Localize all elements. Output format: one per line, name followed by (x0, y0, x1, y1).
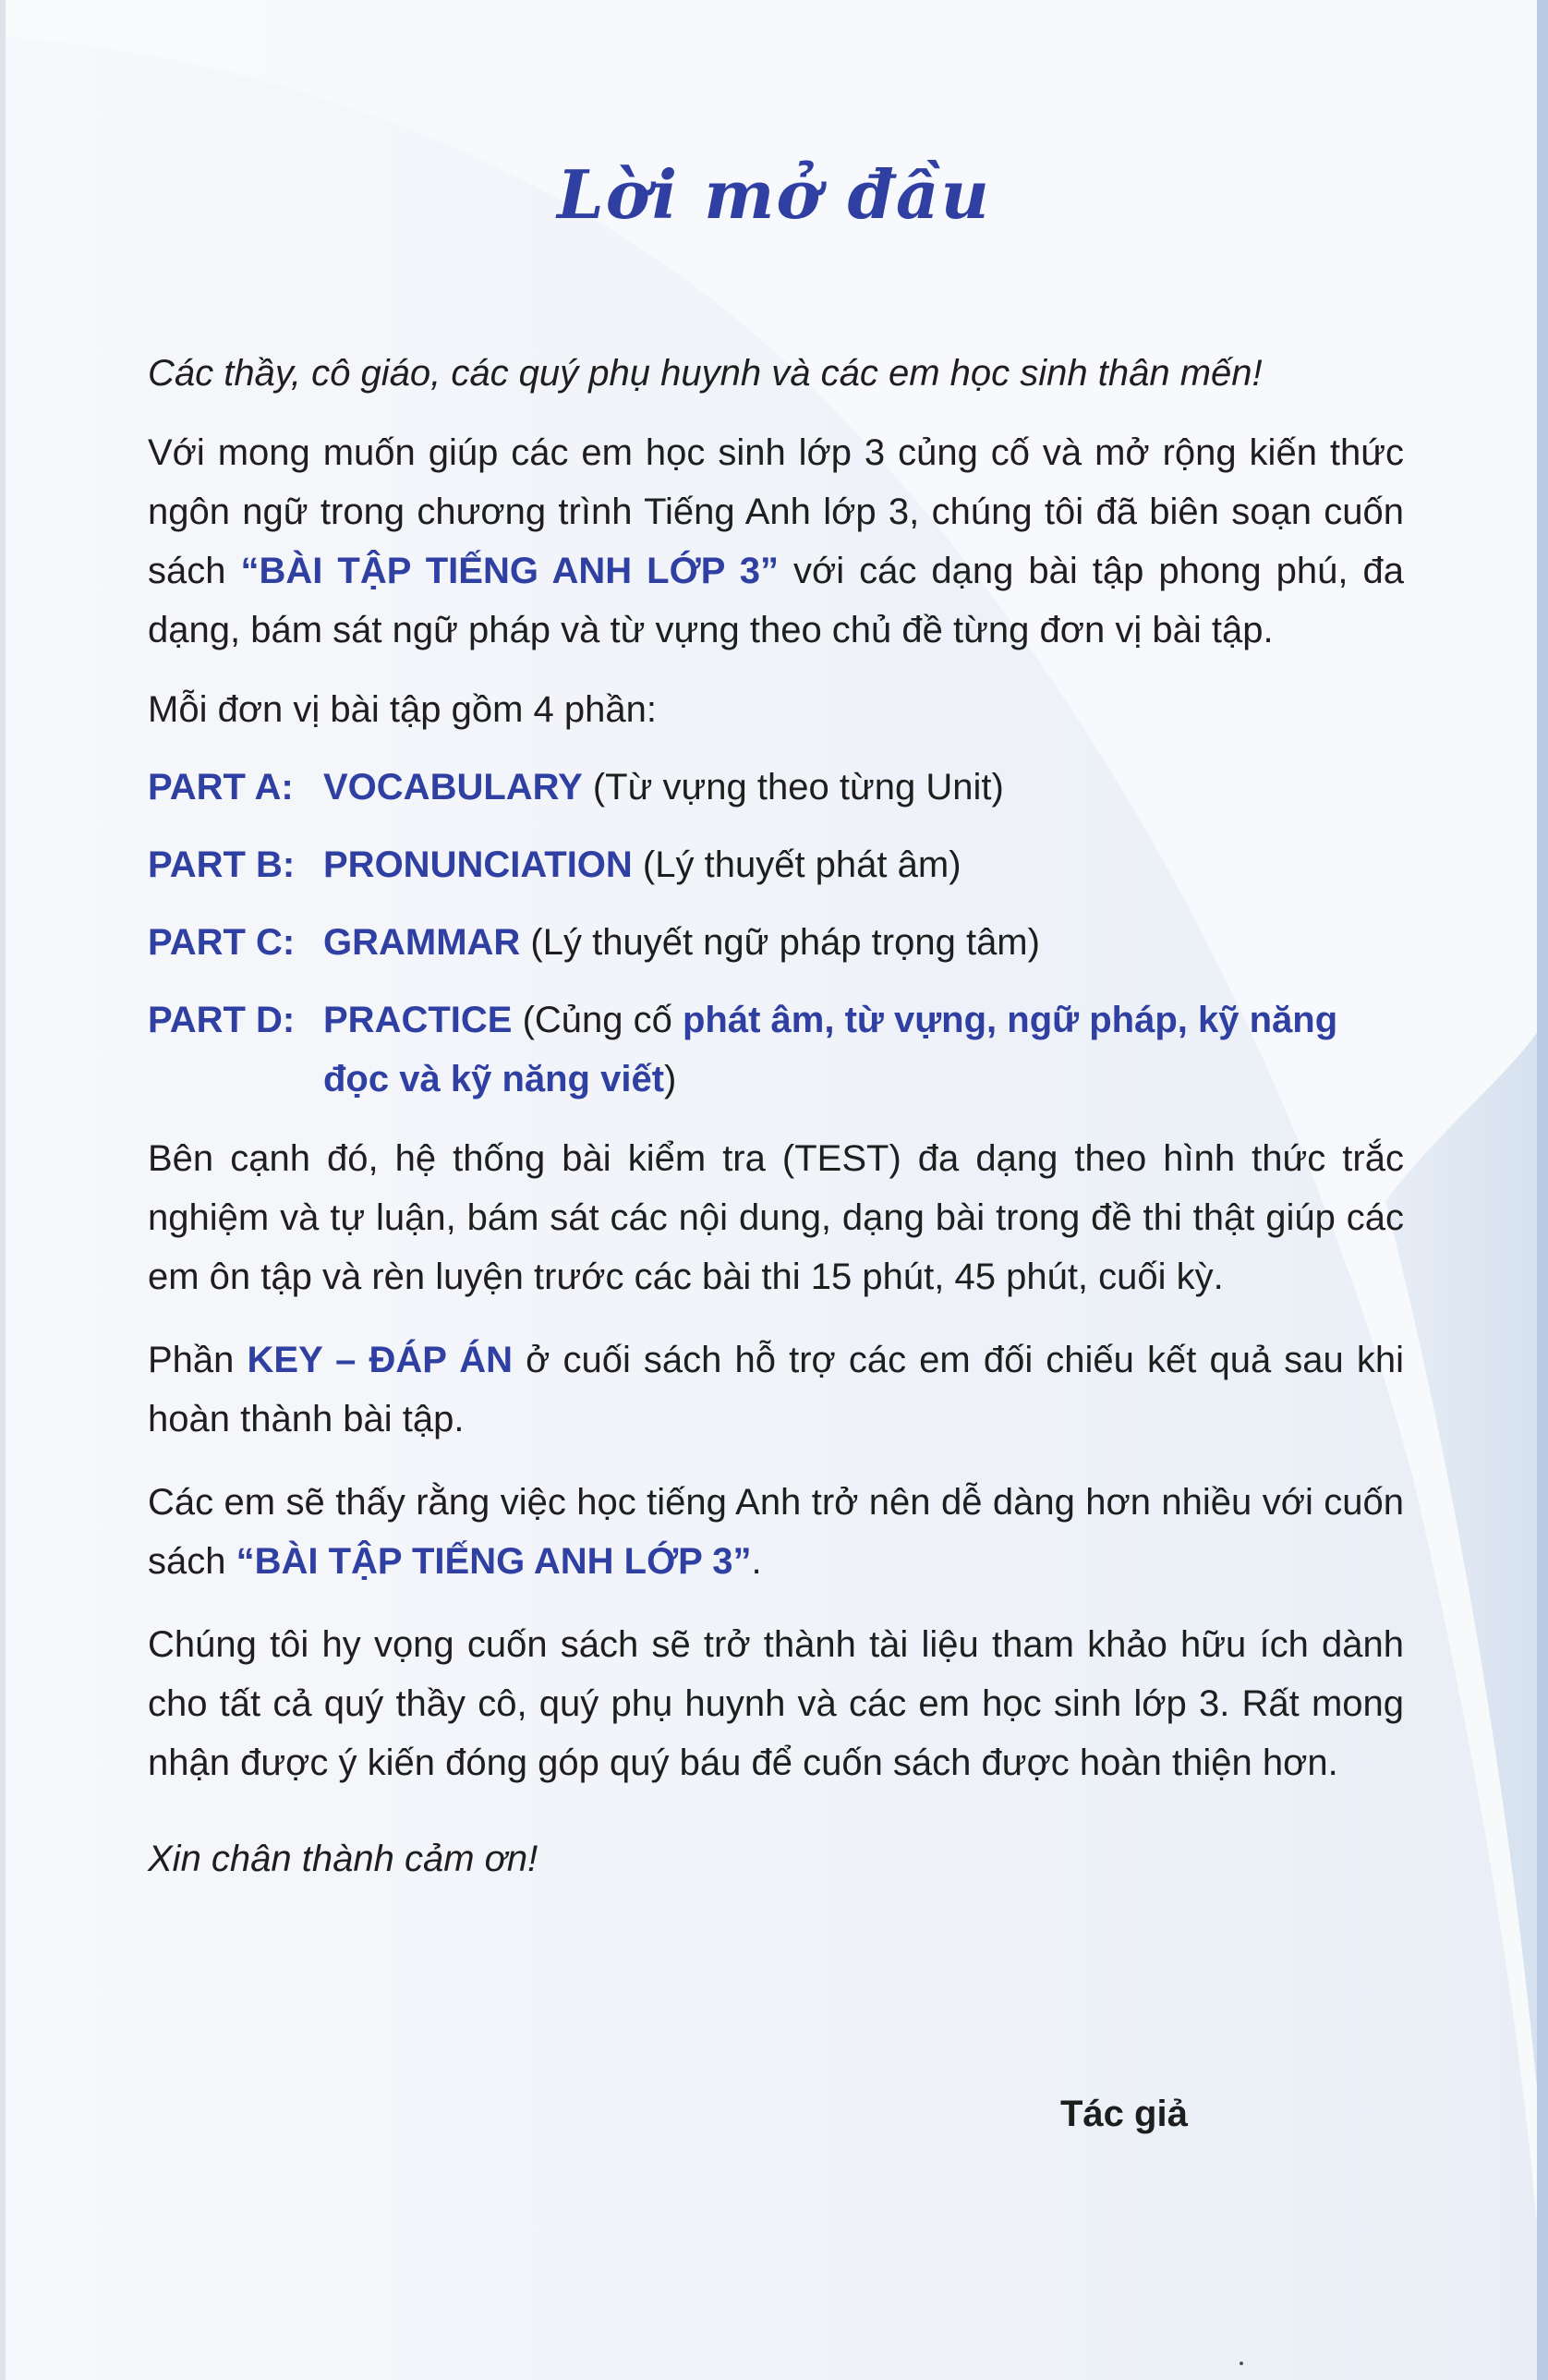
key-text-after: ở cuối sách hỗ trợ các em đối chiếu kết quả sau khi hoàn thành bài tập. (148, 1340, 1404, 1439)
part-d-body (323, 990, 1404, 1109)
part-c-body (323, 913, 1404, 972)
easy-text-after: . (751, 1541, 762, 1582)
part-b-row (148, 835, 1404, 894)
part-d-desc-open: (Củng cố (512, 1000, 683, 1040)
part-c-row (148, 913, 1404, 972)
part-b-name: PRONUNCIATION (323, 844, 633, 885)
easy-text-before: Các em sẽ thấy rằng việc học tiếng Anh trở nên dễ dàng hơn nhiều với cuốn sách (148, 1482, 1404, 1582)
key-answer-label: KEY – ĐÁP ÁN (247, 1340, 514, 1380)
part-d-desc-bold: phát âm, từ vựng, ngữ pháp, kỹ năng đọc và kỹ năng viết (323, 1000, 1338, 1099)
part-a-row (148, 758, 1404, 817)
test-paragraph: Bên cạnh đó, hệ thống bài kiểm tra (TEST) đa dạng theo hình thức trắc nghiệm và tự luận, bám sát các nội dung, dạng bài trong đề thi thật giúp các em ôn tập và rèn luyện trước các bài thi 15 phút, 45 phút, cuối kỳ. (148, 1138, 1404, 1297)
easy-paragraph (148, 1473, 1404, 1591)
key-paragraph (148, 1330, 1404, 1449)
part-b-desc: (Lý thuyết phát âm) (632, 844, 961, 885)
page-title: Lời mở đầu (557, 155, 991, 234)
easy-book-title: “BÀI TẬP TIẾNG ANH LỚP 3” (236, 1541, 752, 1582)
part-d-row (148, 990, 1404, 1109)
part-a-body (323, 758, 1404, 817)
part-a-label: PART A: (148, 767, 294, 808)
part-d-name: PRACTICE (323, 1000, 513, 1040)
preface-content (148, 344, 1404, 1888)
book-title: “BÀI TẬP TIẾNG ANH LỚP 3” (240, 551, 779, 591)
hope-paragraph: Chúng tôi hy vọng cuốn sách sẽ trở thành tài liệu tham khảo hữu ích dành cho tất cả quý thầy cô, quý phụ huynh và các em học sinh lớp 3. Rất mong nhận được ý kiến đóng góp quý báu để cuốn sách được hoàn thiện hơn. (148, 1624, 1404, 1783)
intro-text-after: với các dạng bài tập phong phú, đa dạng, bám sát ngữ pháp và từ vựng theo chủ đề từng đơn vị bài tập. (148, 551, 1404, 650)
part-c-name: GRAMMAR (323, 922, 521, 963)
part-d-label: PART D: (148, 1000, 296, 1040)
part-b-label: PART B: (148, 844, 296, 885)
parts-intro: Mỗi đơn vị bài tập gồm 4 phần: (148, 689, 657, 730)
part-c-desc: (Lý thuyết ngữ pháp trọng tâm) (520, 922, 1040, 963)
part-b-body (323, 835, 1404, 894)
part-d-desc-close: ) (664, 1059, 677, 1099)
greeting: Các thầy, cô giáo, các quý phụ huynh và các em học sinh thân mến! (148, 353, 1263, 394)
intro-text-before: Với mong muốn giúp các em học sinh lớp 3 củng cố và mở rộng kiến thức ngôn ngữ trong chương trình Tiếng Anh lớp 3, chúng tôi đã biên soạn cuốn sách (148, 432, 1404, 591)
author-signature: Tác giả (1060, 2094, 1188, 2134)
closing-line: Xin chân thành cảm ơn! (148, 1839, 538, 1879)
part-a-desc: (Từ vựng theo từng Unit) (582, 767, 1004, 808)
page-speck (1240, 2362, 1243, 2365)
key-text-before: Phần (148, 1340, 248, 1380)
intro-paragraph (148, 423, 1404, 660)
part-c-label: PART C: (148, 922, 296, 963)
part-a-name: VOCABULARY (323, 767, 583, 808)
